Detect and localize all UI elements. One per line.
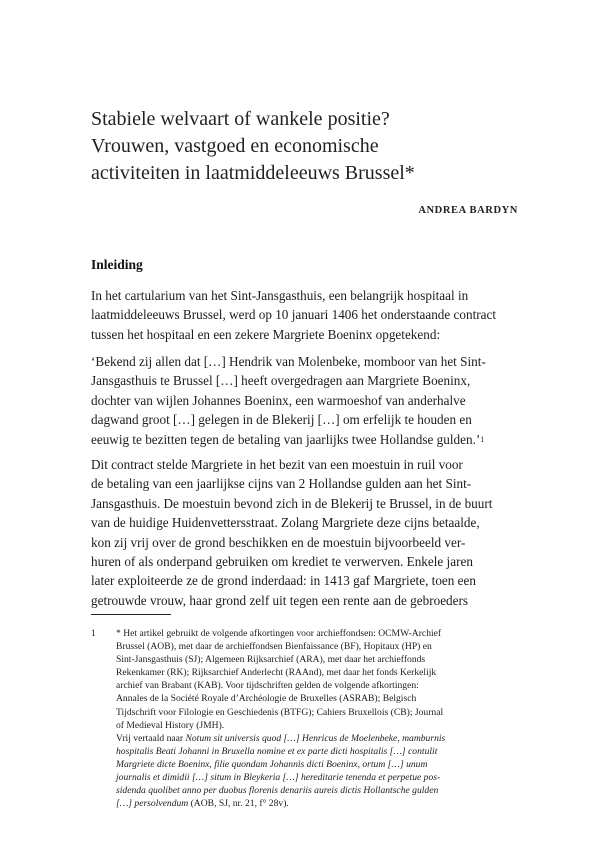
text-line: tussen het hospitaal en een zekere Margriete Boeninx opgetekend:	[91, 326, 441, 342]
text-line: hospitalis Beati Johanni in Bruxella nomine et ex parte dicti hospitalis […] contulit	[116, 745, 438, 757]
footnote-text	[116, 627, 511, 810]
text-line: * Het artikel gebruikt de volgende afkortingen voor archieffondsen: OCMW-Archief	[116, 628, 442, 639]
text-line: later exploiteerde ze de grond inderdaad: in 1413 gaf Margriete, toen een	[91, 573, 476, 589]
text-line: Vrij vertaald naar Notum sit universis quod […] Henricus de Moelenbeke, mamburnis	[116, 732, 446, 744]
text-line: Jansgasthuis. De moestuin bevond zich in de Blekerij te Brussel, in de buurt	[91, 495, 493, 511]
text-line: van de huidige Huidenvettersstraat. Zolang Margriete deze cijns betaalde,	[91, 515, 480, 531]
text-line: Dit contract stelde Margriete in het bezit van een moestuin in ruil voor	[91, 457, 463, 472]
text-line: Tijdschrift voor Filologie en Geschiedenis (BTFG); Cahiers Bruxellois (CB); Journal	[116, 706, 444, 718]
text-line: eeuwig te bezitten tegen de betaling van jaarlijks twee Hollandse gulden.’ 1	[91, 430, 511, 449]
text-line: kon zij vrij over de grond beschikken en de moestuin bijvoorbeeld ver-	[91, 534, 466, 550]
text-line: Rekenkamer (RK); Rijksarchief Anderlecht (RAAnd), met daar het fonds Kerkelijk	[116, 667, 437, 679]
text-line: laatmiddeleeuws Brussel, werd op 10 januari 1406 het onderstaande contract	[91, 307, 497, 323]
title-line: activiteiten in laatmiddeleeuws Brussel*	[91, 162, 415, 184]
text-line: dochter van wijlen Johannes Boeninx, een warmoeshof van anderhalve	[91, 392, 466, 408]
text-line: In het cartularium van het Sint-Jansgasthuis, een belangrijk hospitaal in	[91, 288, 469, 303]
text-line: […] persolvendum (AOB, SJ, nr. 21, f° 28v).	[116, 798, 289, 810]
text-line: journalis et dimidii […] situm in Bleykeria […] hereditarie tenenda et perpetue pos-	[116, 772, 441, 784]
footnote-reference[interactable]: 1	[480, 434, 485, 444]
text-line: sidenda quolibet anno per duobus florenis denariis aureis dictis Hollantsche gulden	[116, 785, 439, 797]
text-line: Sint-Jansgasthuis (SJ); Algemeen Rijksarchief (ARA), met daar het archieffonds	[116, 654, 426, 666]
footnote-divider	[91, 614, 171, 615]
text-line: Brussel (AOB), met daar de archieffondsen Bienfaissance (BF), Hopitaux (HP) en	[116, 641, 432, 653]
text-line: Margriete dicte Boeninx, filie quondam Johannis dicti Boeninx, ortum […] unum	[116, 758, 428, 770]
text-line: Jansgasthuis te Brussel […] heeft overgedragen aan Margriete Boeninx,	[91, 373, 471, 389]
text-line: getrouwde vrouw, haar grond zelf uit tegen een rente aan de gebroeders	[91, 592, 469, 608]
footnote-number: 1	[91, 628, 96, 639]
text-line: de betaling van een jaarlijkse cijns van 2 Hollandse gulden aan het Sint-	[91, 476, 472, 492]
text-line: Annales de la Société Royale d’Archéologie de Bruxelles (ASRAB); Belgisch	[116, 693, 417, 705]
text-line: dagwand groot […] gelegen in de Blekerij […] om erfelijk te houden en	[91, 412, 472, 428]
text-line: huren of als onderpand gebruiken om krediet te verwerven. Enkele jaren	[91, 554, 473, 570]
title-line: Stabiele welvaart of wankele positie?	[91, 108, 390, 130]
text-line: ‘Bekend zij allen dat […] Hendrik van Molenbeke, momboor van het Sint-	[91, 354, 486, 369]
intro-paragraph	[91, 286, 511, 344]
author-name: ANDREA BARDYN	[418, 205, 518, 216]
body-paragraph	[91, 455, 511, 610]
text-line: of Medieval History (JMH).	[116, 719, 225, 731]
text-line: archief van Brabant (KAB). Voor tijdschriften gelden de volgende afkortingen:	[116, 680, 419, 692]
quote-paragraph	[91, 352, 511, 449]
title-line: Vrouwen, vastgoed en economische	[91, 135, 379, 157]
article-title	[91, 106, 531, 187]
section-heading: Inleiding	[91, 257, 143, 272]
